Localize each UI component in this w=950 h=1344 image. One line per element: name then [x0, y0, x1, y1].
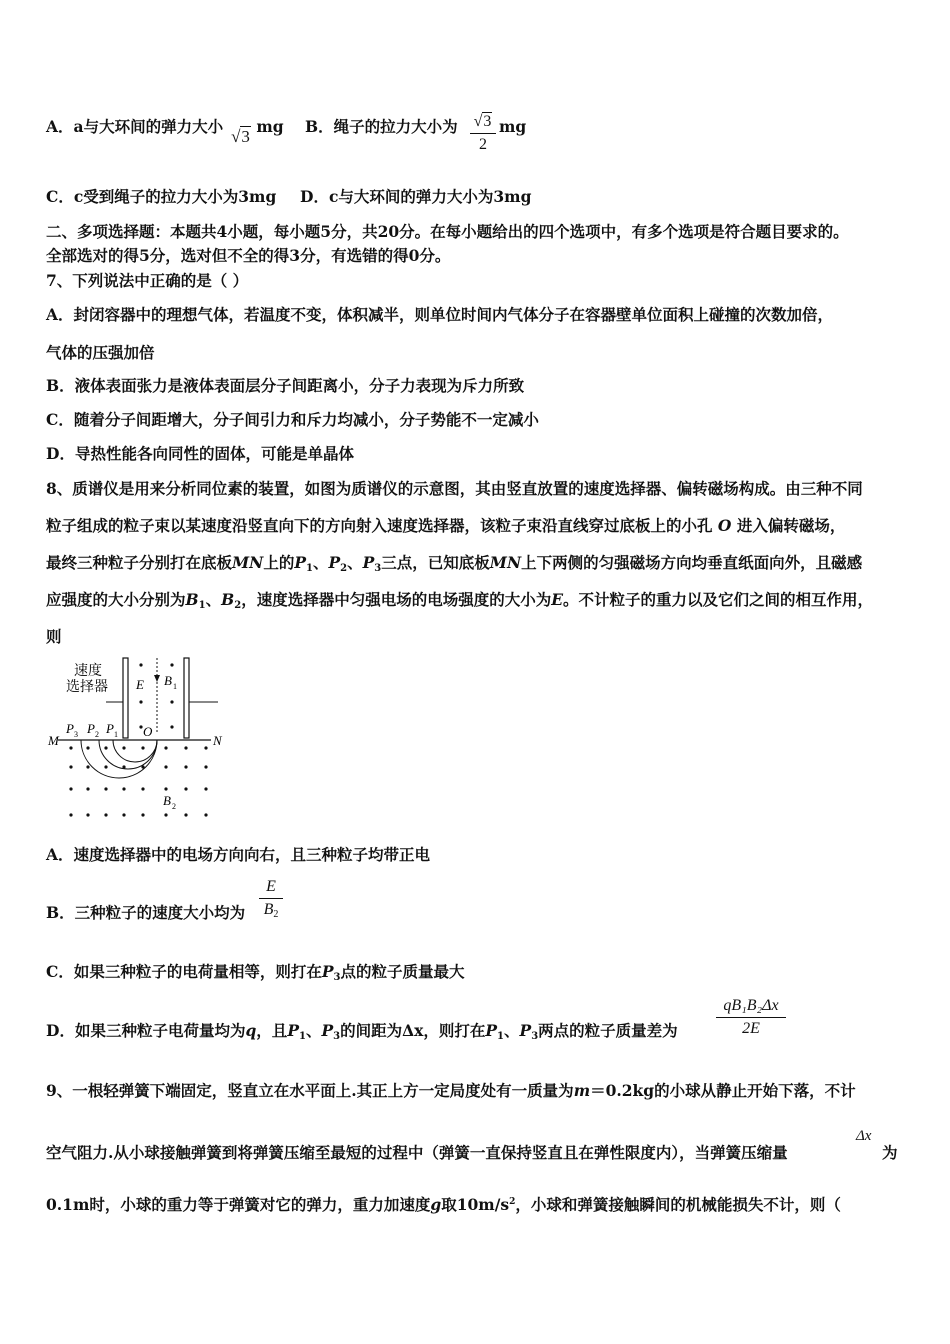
q7-stem: 7、下列说法中正确的是（ ）	[46, 271, 249, 290]
q8-stem-line3: 最终三种粒子分别打在底板MN上的$P_1$、$P_2$、$P_3$三点，已知底板MN上下两侧的匀强磁场方向均垂直纸面向外，且磁感	[46, 553, 863, 574]
figure-label-line2: 选择器	[66, 680, 108, 695]
q8-option-d[interactable]: D．如果三种粒子电荷量均为q，且$P_1$、$P_3$的间距为Δx，则打在$P_1$、$P_3$两点的粒子质量差为	[46, 1021, 678, 1042]
q6-option-d[interactable]: D．c与大环间的弹力大小为3mg	[300, 187, 532, 206]
q9-stem-line2-end: 为	[882, 1143, 898, 1162]
q8-stem-line5: 则	[46, 627, 62, 646]
label-N: N	[213, 733, 222, 748]
label-P3: P	[66, 721, 74, 736]
beam-arrow	[154, 675, 160, 682]
q8-stem-line2: 粒子组成的粒子束以某速度沿竖直向下的方向射入速度选择器，该粒子束沿直线穿过底板上的小孔 O 进入偏转磁场，	[46, 516, 846, 535]
label-M: M	[48, 733, 59, 748]
q8-option-a[interactable]: A．速度选择器中的电场方向向右，且三种粒子均带正电	[46, 845, 431, 864]
label-P1-sub: 1	[114, 730, 118, 739]
q8-option-d-fraction: qB₁B₂Δx 2E	[716, 996, 786, 1039]
label-P1: P	[106, 721, 114, 736]
q6-option-a[interactable]: A．a与大环间的弹力大小√3 mg	[46, 117, 284, 146]
q9-delta-x: Δx	[856, 1128, 872, 1144]
q8-option-b[interactable]: B．三种粒子的速度大小均为	[46, 903, 246, 922]
q7-option-c[interactable]: C．随着分子间距增大，分子间引力和斥力均减小，分子势能不一定减小	[46, 410, 539, 429]
q6-option-b-unit: mg	[499, 117, 527, 136]
right-plate	[184, 658, 189, 738]
field-B2-sub: 2	[172, 802, 176, 811]
q7-option-b[interactable]: B．液体表面张力是液体表面层分子间距离小，分子力表现为斥力所致	[46, 376, 525, 395]
section-header-line1: 二、多项选择题：本题共4小题，每小题5分，共20分。在每小题给出的四个选项中，有多个选项是符合题目要求的。	[46, 222, 849, 241]
q9-stem-line1: 9、一根轻弹簧下端固定，竖直立在水平面上.其正上方一定局度处有一质量为m＝0.2kg的小球从静止开始下落，不计	[46, 1081, 856, 1100]
label-O: O	[143, 724, 153, 739]
figure-label-line1: 速度	[74, 664, 102, 679]
q9-stem-line3: 0.1m时，小球的重力等于弹簧对它的弹力，重力加速度g取$10m/s^2$，小球和弹簧接触瞬间的机械能损失不计，则（	[46, 1195, 841, 1214]
q6-option-b[interactable]: B．绳子的拉力大小为	[305, 117, 458, 136]
q6-option-b-fraction: √3 2	[470, 112, 496, 155]
b2-field-dots	[69, 746, 207, 816]
label-P2: P	[87, 721, 95, 736]
q8-stem-line4: 应强度的大小分别为$B_1$、$B_2$，速度选择器中匀强电场的电场强度的大小为E。不计粒子的重力以及它们之间的相互作用，	[46, 590, 874, 611]
field-E-label: E	[136, 677, 144, 692]
mass-spectrometer-figure	[46, 655, 226, 820]
field-B1-label: B	[164, 673, 172, 688]
q8-option-b-fraction: E $B_2$	[259, 877, 283, 925]
field-B1-sub: 1	[173, 682, 177, 691]
section-header-line2: 全部选对的得5分，选对但不全的得3分，有选错的得0分。	[46, 246, 451, 265]
label-P3-sub: 3	[74, 730, 78, 739]
q6-option-c[interactable]: C．c受到绳子的拉力大小为3mg	[46, 187, 277, 206]
left-plate	[123, 658, 128, 738]
sqrt-symbol: √3	[231, 127, 250, 146]
q8-option-c[interactable]: C．如果三种粒子的电荷量相等，则打在$P_3$点的粒子质量最大	[46, 962, 465, 983]
label-P2-sub: 2	[95, 730, 99, 739]
q8-stem-line1: 8、质谱仪是用来分析同位素的装置，如图为质谱仪的示意图，其由竖直放置的速度选择器、偏转磁场构成。由三种不同	[46, 479, 863, 498]
q9-stem-line2: 空气阻力.从小球接触弹簧到将弹簧压缩至最短的过程中（弹簧一直保持竖直且在弹性限度内），当弹簧压缩量	[46, 1143, 788, 1162]
q7-option-a-cont: 气体的压强加倍	[46, 343, 155, 362]
q7-option-d[interactable]: D．导热性能各向同性的固体，可能是单晶体	[46, 444, 354, 463]
q7-option-a[interactable]: A．封闭容器中的理想气体，若温度不变，体积减半，则单位时间内气体分子在容器壁单位面积上碰撞的次数加倍，	[46, 305, 834, 324]
field-B2-label: B	[163, 793, 171, 808]
